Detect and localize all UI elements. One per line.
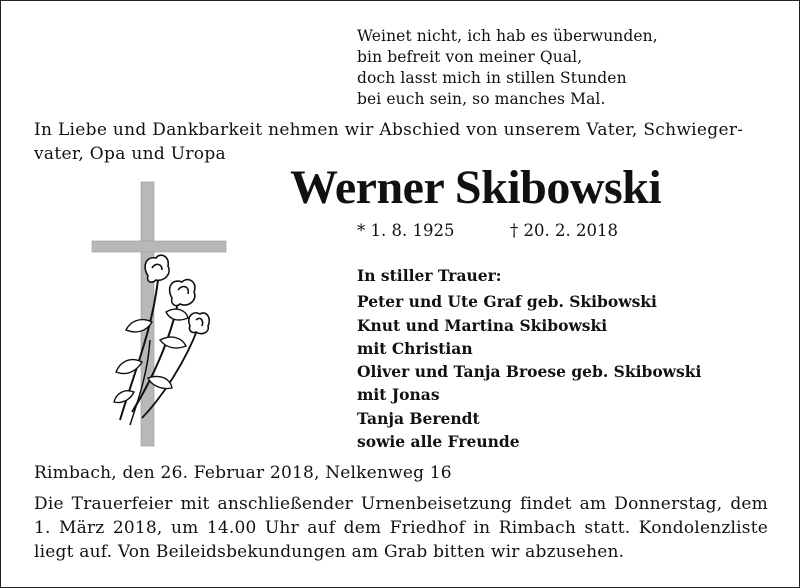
mourners-list xyxy=(357,264,701,453)
poem-line: bin befreit von meiner Qual, xyxy=(357,48,583,66)
poem-line: Weinet nicht, ich hab es überwunden, xyxy=(357,27,658,45)
poem-line: bei euch sein, so manches Mal. xyxy=(357,90,606,108)
poem xyxy=(357,26,658,110)
mourner-line: mit Christian xyxy=(357,338,473,358)
mourner-line: mit Jonas xyxy=(357,385,440,405)
poem-line: doch lasst mich in stillen Stunden xyxy=(357,69,627,87)
birth-date: * 1. 8. 1925 xyxy=(357,221,455,240)
mourner-line: Peter und Ute Graf geb. Skibowski xyxy=(357,292,657,312)
funeral-notice: Die Trauerfeier mit anschließender Urnenbeisetzung findet am Donnerstag, dem 1. März 2018, um 14.00 Uhr auf dem Friedhof in Rimbach statt. Kondolenzliste liegt auf. Von Beileidsbekundungen am Grab bitten wir abzusehen. xyxy=(34,494,768,562)
mourner-line: sowie alle Freunde xyxy=(357,432,520,452)
mourner-line: Tanja Berendt xyxy=(357,408,480,428)
intro-line: In Liebe und Dankbarkeit nehmen wir Abschied von unserem Vater, Schwieger- xyxy=(34,120,744,140)
deceased-name: Werner Skibowski xyxy=(290,161,662,214)
cross-with-roses-icon xyxy=(90,180,230,450)
mourner-line: Knut und Martina Skibowski xyxy=(357,315,608,335)
life-dates xyxy=(357,219,618,243)
mourners-heading: In stiller Trauer: xyxy=(357,266,502,285)
mourner-line: Oliver und Tanja Broese geb. Skibowski xyxy=(357,362,702,382)
place-and-date: Rimbach, den 26. Februar 2018, Nelkenweg 16 xyxy=(34,463,452,483)
intro-line: vater, Opa und Uropa xyxy=(34,144,226,164)
death-date: † 20. 2. 2018 xyxy=(510,221,618,240)
